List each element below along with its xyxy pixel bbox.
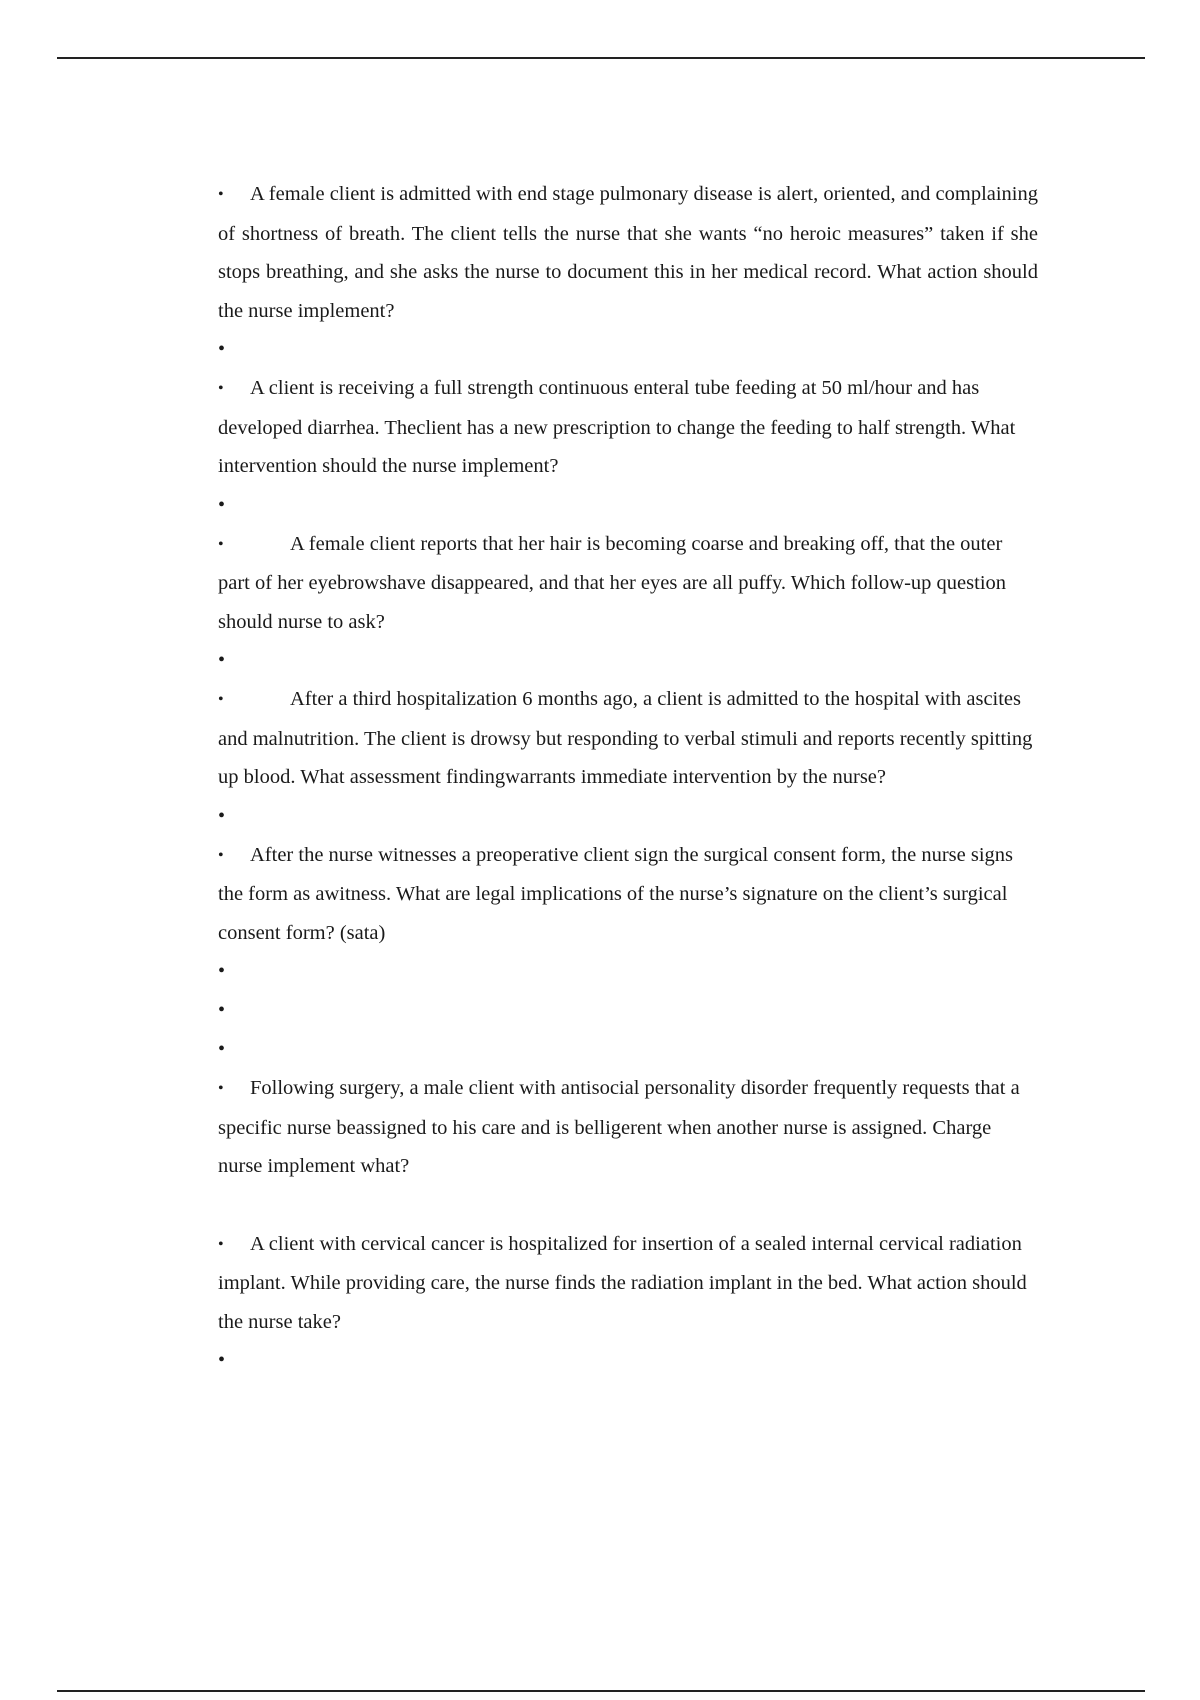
question-3: [218, 525, 1038, 642]
answer-bullet: •: [218, 1038, 226, 1060]
question-text: A client with cervical cancer is hospitalized for insertion of a sealed internal cervical radiation implant. While providing care, the nurse finds the radiation implant in the bed. What action should the nurse take?: [218, 1232, 1027, 1333]
answer-bullet: •: [218, 338, 226, 360]
answer-bullet: •: [218, 804, 226, 827]
question-text: A client is receiving a full strength continuous enteral tube feeding at 50 ml/hour and has developed diarrhea. Theclient has a new prescription to change the feeding to half strength. What intervention should the nurse implement?: [218, 377, 1016, 477]
bullet: •: [218, 380, 224, 397]
question-text: A female client is admitted with end stage pulmonary disease is alert, oriented, and complaining of shortness of breath. The client tells the nurse that she wants “no heroic measures” taken if she stops breathing, and she asks the nurse to document this in her medical record. What action should the nurse implement?: [218, 183, 1038, 322]
document-body: [218, 175, 1038, 1380]
header-rule: [57, 57, 1145, 59]
footer-rule: [57, 1690, 1145, 1692]
question-text: Following surgery, a male client with antisocial personality disorder frequently requests that a specific nurse beassigned to his care and is belligerent when another nurse is assigned. Charge nurse implement what?: [218, 1077, 1020, 1177]
question-6: [218, 1069, 1038, 1186]
bullet: •: [218, 846, 224, 864]
bullet: •: [218, 1235, 224, 1253]
question-text: After the nurse witnesses a preoperative client sign the surgical consent form, the nurse signs the form as awitness. What are legal implications of the nurse’s signature on the client’s surgical consent form? (sata): [218, 843, 1014, 944]
question-1: [218, 175, 1038, 330]
question-4: [218, 680, 1038, 797]
spacer: [218, 1186, 1038, 1225]
bullet: •: [218, 1080, 224, 1097]
answer-bullet: •: [218, 493, 226, 516]
answer-bullet: •: [218, 649, 226, 671]
question-text: After a third hospitalization 6 months ago, a client is admitted to the hospital with ascites and malnutrition. The client is drowsy but responding to verbal stimuli and reports recently spitting up blood. What assessment findingwarrants immediate intervention by the nurse?: [218, 688, 1033, 788]
answer-bullet: •: [218, 1349, 226, 1371]
question-2: [218, 369, 1038, 486]
bullet: •: [218, 535, 224, 553]
question-5: [218, 836, 1038, 953]
answer-bullet: •: [218, 999, 226, 1021]
answer-bullet: •: [218, 960, 226, 982]
bullet: •: [218, 186, 224, 203]
bullet: •: [218, 691, 224, 708]
question-7: [218, 1225, 1038, 1342]
question-text: A female client reports that her hair is becoming coarse and breaking off, that the outer part of her eyebrowshave disappeared, and that her eyes are all puffy. Which follow-up question should nurse to ask?: [218, 532, 1007, 633]
